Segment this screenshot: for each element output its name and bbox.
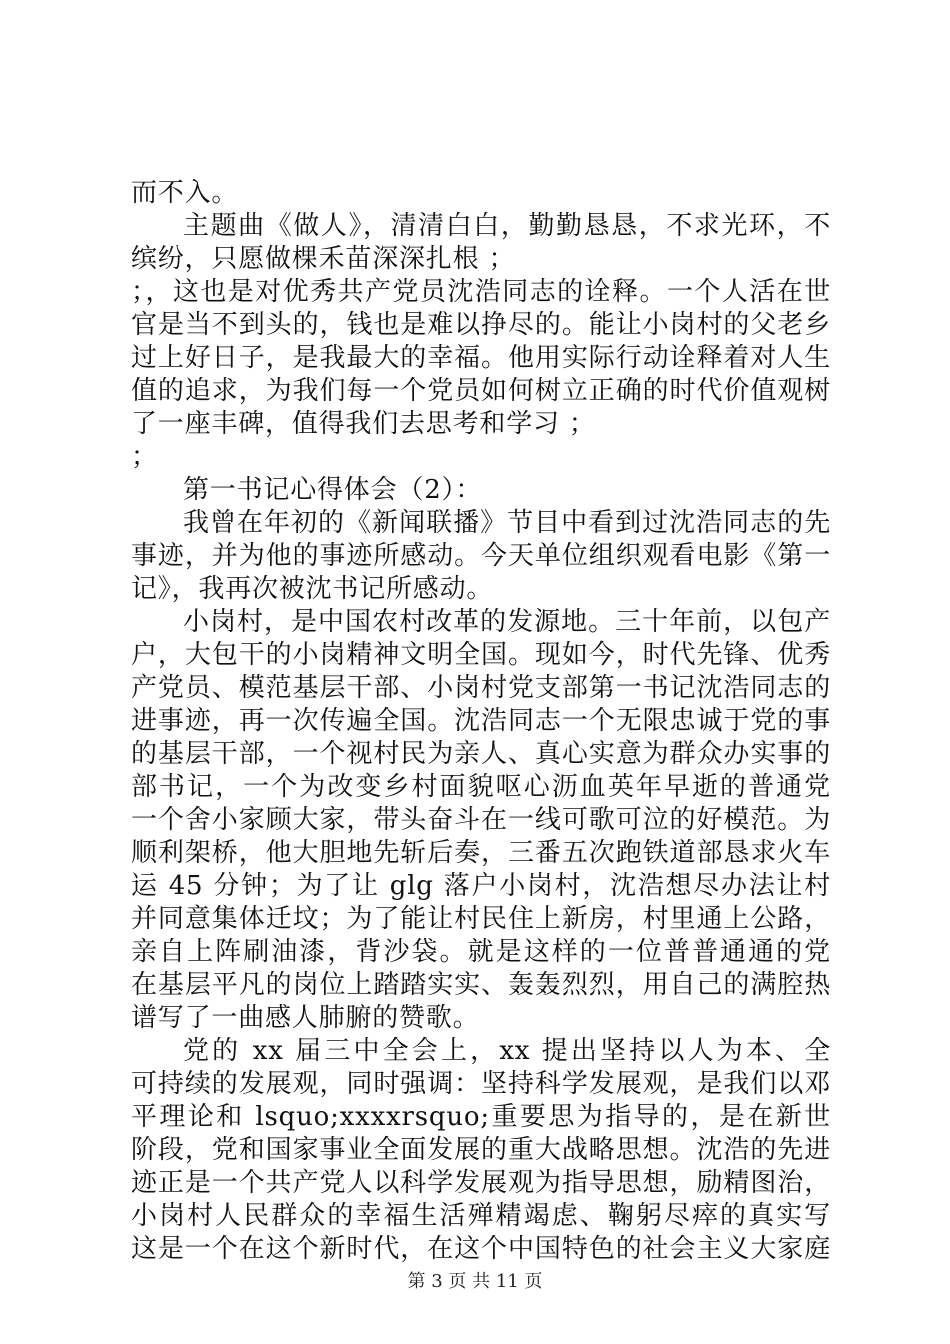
text-line: 运 45 分钟；为了让 glg 落户小岗村，沈浩想尽办法让村	[131, 871, 831, 901]
paragraph-first-line: 小岗村，是中国农村改革的发源地。三十年前，以包产	[183, 607, 831, 637]
text-line: 缤纷，只愿做棵禾苗深深扎根 ；	[131, 244, 516, 274]
text-line: 而不入。	[131, 178, 239, 208]
text-line: 值的追求，为我们每一个党员如何树立正确的时代价值观树	[131, 376, 831, 406]
text-line: 并同意集体迁坟；为了能让村民住上新房，村里通上公路，	[131, 904, 831, 934]
text-line: 亲自上阵刷油漆，背沙袋。就是这样的一位普普通通的党	[131, 937, 831, 967]
text-line: 顺利架桥，他大胆地先斩后奏，三番五次跑铁道部恳求火车	[131, 838, 831, 868]
text-line: 了一座丰碑，值得我们去思考和学习 ；	[131, 409, 596, 439]
text-line: 产党员、模范基层干部、小岗村党支部第一书记沈浩同志的	[131, 673, 831, 703]
text-line: ；	[131, 442, 158, 472]
text-line: 平理论和 lsquo;xxxxrsquo;重要思为指导的，是在新世	[131, 1102, 831, 1132]
paragraph-first-line: 党的 xx 届三中全会上，xx 提出坚持以人为本、全	[183, 1036, 831, 1066]
text-line: 部书记，一个为改变乡村面貌呕心沥血英年早逝的普通党	[131, 772, 831, 802]
text-line: 记》，我再次被沈书记所感动。	[131, 574, 494, 604]
page-number-footer: 第 3 页 共 11 页	[407, 1271, 543, 1292]
text-line: 官是当不到头的，钱也是难以挣尽的。能让小岗村的父老乡	[131, 310, 831, 340]
text-line: 一个舍小家顾大家，带头奋斗在一线可歌可泣的好模范。为	[131, 805, 831, 835]
text-line: 进事迹，再一次传遍全国。沈浩同志一个无限忠诚于党的事	[131, 706, 831, 736]
text-line: 过上好日子，是我最大的幸福。他用实际行动诠释着对人生	[131, 343, 831, 373]
text-line: 这是一个在这个新时代，在这个中国特色的社会主义大家庭	[131, 1234, 831, 1264]
text-line: 户，大包干的小岗精神文明全国。现如今，时代先锋、优秀	[131, 640, 831, 670]
text-line: 的基层干部，一个视村民为亲人、真心实意为群众办实事的	[131, 739, 831, 769]
text-line: ；，这也是对优秀共产党员沈浩同志的诠释。一个人活在世	[131, 277, 831, 307]
text-line: 谱写了一曲感人肺腑的赞歌。	[131, 1003, 480, 1033]
text-line: 阶段，党和国家事业全面发展的重大战略思想。沈浩的先进	[131, 1135, 831, 1165]
text-line: 迹正是一个共产党人以科学发展观为指导思想，励精图治，	[131, 1168, 831, 1198]
section-heading: 第一书记心得体会（2）：	[183, 475, 483, 505]
text-line: 在基层平凡的岗位上踏踏实实、轰轰烈烈，用自己的满腔热	[131, 970, 831, 1000]
paragraph-first-line: 主题曲《做人》，清清白白，勤勤恳恳，不求光环，不	[183, 211, 831, 241]
text-line: 可持续的发展观，同时强调：坚持科学发展观，是我们以邓	[131, 1069, 831, 1099]
paragraph-first-line: 我曾在年初的《新闻联播》节目中看到过沈浩同志的先	[183, 508, 831, 538]
text-line: 事迹，并为他的事迹所感动。今天单位组织观看电影《第一	[131, 541, 831, 571]
text-line: 小岗村人民群众的幸福生活殚精竭虑、鞠躬尽瘁的真实写	[131, 1201, 831, 1231]
